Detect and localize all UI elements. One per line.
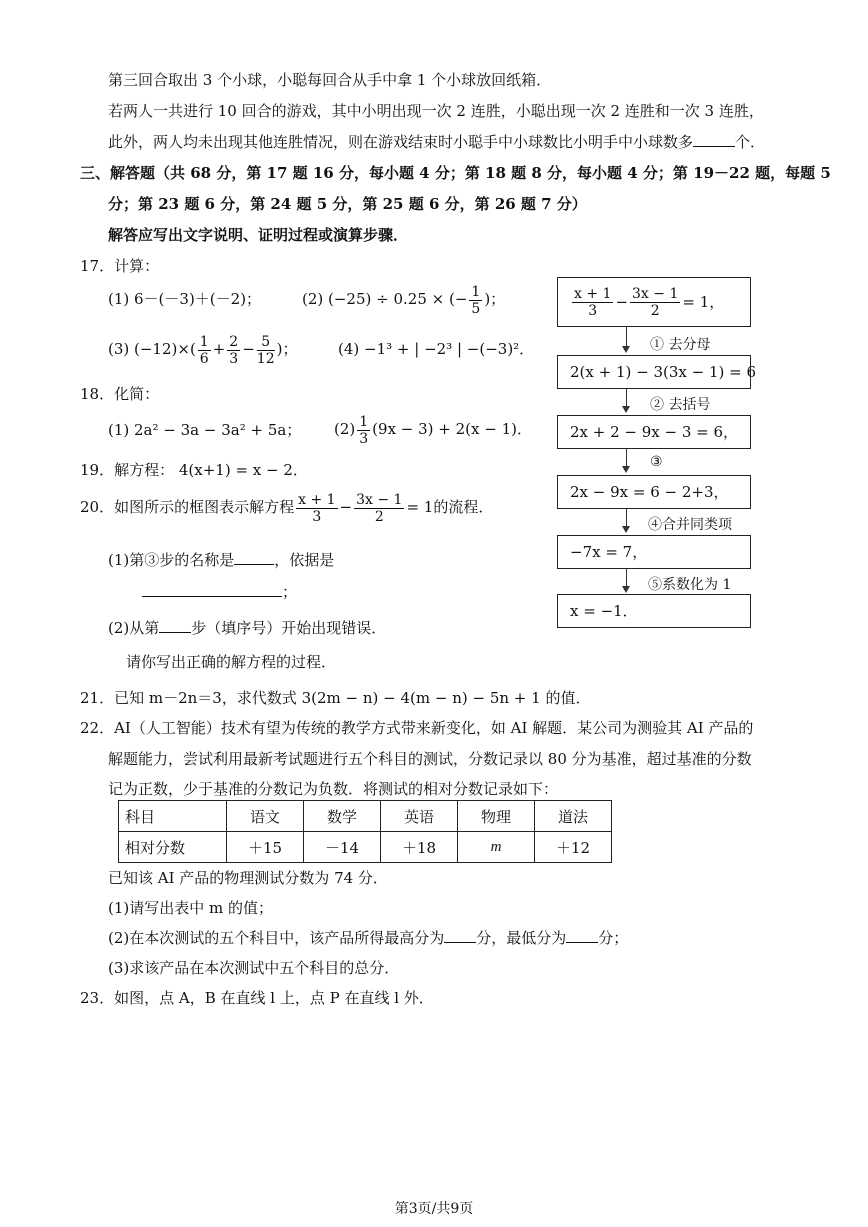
q18-part2-post: (9x − 3) + 2(x − 1)．	[372, 420, 532, 438]
fraction-numerator: x + 1	[574, 285, 612, 302]
answer-blank[interactable]	[234, 550, 274, 565]
fraction	[198, 334, 211, 367]
answer-blank[interactable]	[159, 618, 191, 633]
q22-sub2-end: 分；	[598, 929, 629, 947]
q17-part3-post: )；	[276, 340, 298, 358]
q22-sub1: (1)请写出表中 m 的值；	[108, 899, 274, 917]
fraction	[354, 492, 404, 525]
score-table	[118, 800, 612, 863]
q22-given: 已知该 AI 产品的物理测试分数为 74 分．	[108, 869, 388, 887]
fraction	[630, 286, 680, 319]
table-cell: 科目	[119, 801, 227, 832]
flow-box-1: $\frac{x + 1}{3}$ − $\frac{3x - 1}{2}$ = 1，	[557, 277, 751, 327]
fraction-denominator: 3	[229, 350, 239, 367]
q20-sub2	[108, 618, 386, 638]
q17-part3: (3) (−12)×( $\frac{1}{6}$ + $\frac{2}{3}$ − $\frac{5}{12}$ )；	[108, 333, 298, 367]
fraction-numerator: 1	[359, 413, 369, 430]
q17-part1: (1) 6－(－3)＋(－2)；	[108, 290, 262, 308]
q20-sub2-pre: (2)从第	[108, 619, 160, 637]
flow-arrow-head	[622, 466, 630, 473]
prev-problem-line2: 若两人一共进行 10 回合的游戏，其中小明出现一次 2 连胜，小聪出现一次 2 连胜和一次 3 连胜，	[108, 102, 764, 120]
fraction-numerator: 3x − 1	[632, 285, 679, 302]
flow-step5-label: ⑤系数化为 1	[648, 577, 732, 593]
page-footer: 第3页/共9页	[394, 1201, 474, 1217]
q18-part2-pre: (2)	[334, 420, 356, 438]
answer-blank[interactable]	[566, 928, 598, 943]
flow-arrow-line	[626, 389, 627, 407]
fraction	[227, 334, 240, 367]
q22-sub2-mid: 分，最低分为	[476, 929, 567, 947]
q22-sub2-pre: (2)在本次测试的五个科目中，该产品所得最高分为	[108, 929, 445, 947]
fraction-numerator: 3x − 1	[356, 491, 403, 508]
fraction-numerator: 1	[199, 333, 209, 350]
flow-step1-label: ① 去分母	[650, 337, 711, 353]
table-cell: ＋18	[381, 832, 458, 863]
fraction-denominator: 5	[471, 300, 481, 317]
flow-box-1-post: = 1，	[682, 293, 725, 311]
q20-stem-post: = 1的流程．	[406, 498, 494, 516]
answer-blank[interactable]	[444, 928, 476, 943]
flow-arrow-head	[622, 346, 630, 353]
fraction	[469, 284, 482, 317]
table-cell: m	[458, 832, 535, 863]
fraction-denominator: 3	[359, 430, 369, 447]
flow-arrow-line	[626, 509, 627, 527]
prev-problem-line3-end: 个．	[735, 133, 766, 151]
q19-text: 19．解方程： 4(x+1) = x − 2．	[80, 461, 308, 479]
flow-arrow-head	[622, 406, 630, 413]
table-cell: ＋12	[535, 832, 612, 863]
flow-arrow-line	[626, 569, 627, 587]
fraction-numerator: 1	[471, 283, 481, 300]
section3-header-line2: 分；第 23 题 6 分，第 24 题 5 分，第 25 题 6 分，第 26 题 7 分）	[108, 195, 587, 213]
table-cell: 物理	[458, 801, 535, 832]
q22-line1: 22．AI（人工智能）技术有望为传统的教学方式带来新变化，如 AI 解题．某公司为测验其 AI 产品的	[80, 719, 754, 737]
section3-header-line1: 三、解答题（共 68 分，第 17 题 16 分，每小题 4 分；第 18 题 8 分，每小题 4 分；第 19－22 题，每题 5	[80, 164, 831, 182]
table-cell: －14	[304, 832, 381, 863]
q17-part3-pre: (3) (−12)×(	[108, 340, 196, 358]
q17-part2	[302, 280, 505, 318]
fraction	[357, 414, 370, 447]
flow-box-2: 2(x + 1) − 3(3x − 1) = 6	[557, 355, 751, 389]
flow-step4-label: ④合并同类项	[648, 517, 732, 533]
flow-box-6: x = −1．	[557, 594, 751, 628]
q18-title: 18．化简：	[80, 385, 160, 403]
q18-part2	[334, 410, 532, 448]
flow-arrow-line	[626, 327, 627, 347]
flow-step2-label: ② 去括号	[650, 397, 711, 413]
q20-sub2-post: 步（填序号）开始出现错误．	[191, 619, 387, 637]
answer-blank[interactable]	[142, 582, 282, 597]
q20-sub1-end: ；	[282, 583, 298, 601]
q20-sub3: 请你写出正确的解方程的过程．	[126, 653, 337, 671]
flow-arrow-line	[626, 449, 627, 467]
table-cell: 道法	[535, 801, 612, 832]
table-cell: 英语	[381, 801, 458, 832]
q22-sub3: (3)求该产品在本次测试中五个科目的总分．	[108, 959, 400, 977]
table-cell: 语文	[227, 801, 304, 832]
flow-box-4: 2x − 9x = 6 − 2+3，	[557, 475, 751, 509]
fraction-numerator: 5	[257, 334, 275, 351]
flow-step3-label: ③	[650, 454, 663, 470]
q20-stem-pre: 20．如图所示的框图表示解方程	[80, 498, 295, 516]
fraction-denominator: 2	[374, 508, 384, 525]
table-row	[119, 832, 612, 863]
table-cell: ＋15	[227, 832, 304, 863]
fraction-numerator: x + 1	[298, 491, 336, 508]
fraction-denominator: 12	[256, 350, 275, 367]
fraction	[296, 492, 337, 525]
q18-part1: (1) 2a² − 3a − 3a² + 5a；	[108, 421, 302, 439]
q17-title: 17．计算：	[80, 257, 160, 275]
q22-sub2	[108, 928, 628, 948]
fraction	[572, 286, 613, 319]
prev-problem-line3-text: 此外，两人均未出现其他连胜情况，则在游戏结束时小聪手中小球数比小明手中小球数多	[108, 133, 694, 151]
q20-sub1-mid: ，依据是	[274, 551, 335, 569]
fraction	[257, 334, 275, 367]
q17-part2-post: )；	[484, 290, 506, 308]
prev-problem-line3	[108, 132, 765, 152]
fraction-numerator: 2	[229, 333, 239, 350]
flow-arrow-head	[622, 526, 630, 533]
flow-arrow-head	[622, 586, 630, 593]
table-header-row	[119, 801, 612, 832]
fraction-denominator: 3	[588, 302, 598, 319]
q22-line3: 记为正数，少于基准的分数记为负数．将测试的相对分数记录如下：	[108, 780, 559, 798]
q21-text: 21．已知 m－2n＝3，求代数式 3(2m − n) − 4(m − n) − 5n + 1 的值．	[80, 689, 591, 707]
flow-box-5: −7x = 7，	[557, 535, 751, 569]
prev-problem-line1: 第三回合取出 3 个小球，小聪每回合从手中拿 1 个小球放回纸箱．	[108, 71, 552, 89]
flow-box-3: 2x + 2 − 9x − 3 = 6，	[557, 415, 751, 449]
q17-part2-pre: (2) (−25) ÷ 0.25 × (−	[302, 290, 468, 308]
q22-line2: 解题能力，尝试利用最新考试题进行五个科目的测试，分数记录以 80 分为基准，超过基准的分数	[108, 750, 752, 768]
fraction-denominator: 6	[199, 350, 209, 367]
table-cell: 相对分数	[119, 832, 227, 863]
answer-blank[interactable]	[693, 132, 735, 147]
q20-sub1-pre: (1)第③步的名称是	[108, 551, 235, 569]
q20-stem: 20．如图所示的框图表示解方程 $\frac{x + 1}{3}$ − $\frac{3x - 1}{2}$ = 1的流程．	[80, 491, 494, 525]
table-cell: 数学	[304, 801, 381, 832]
fraction-denominator: 3	[312, 508, 322, 525]
section3-instruction: 解答应写出文字说明、证明过程或演算步骤．	[108, 226, 409, 244]
q20-sub1-basis	[142, 582, 297, 602]
fraction-denominator: 2	[650, 302, 660, 319]
q23-text: 23．如图，点 A，B 在直线 l 上，点 P 在直线 l 外．	[80, 989, 434, 1007]
q17-part4: (4) −1³ + | −2³ | −(−3)²．	[338, 340, 535, 358]
q20-sub1	[108, 550, 334, 570]
